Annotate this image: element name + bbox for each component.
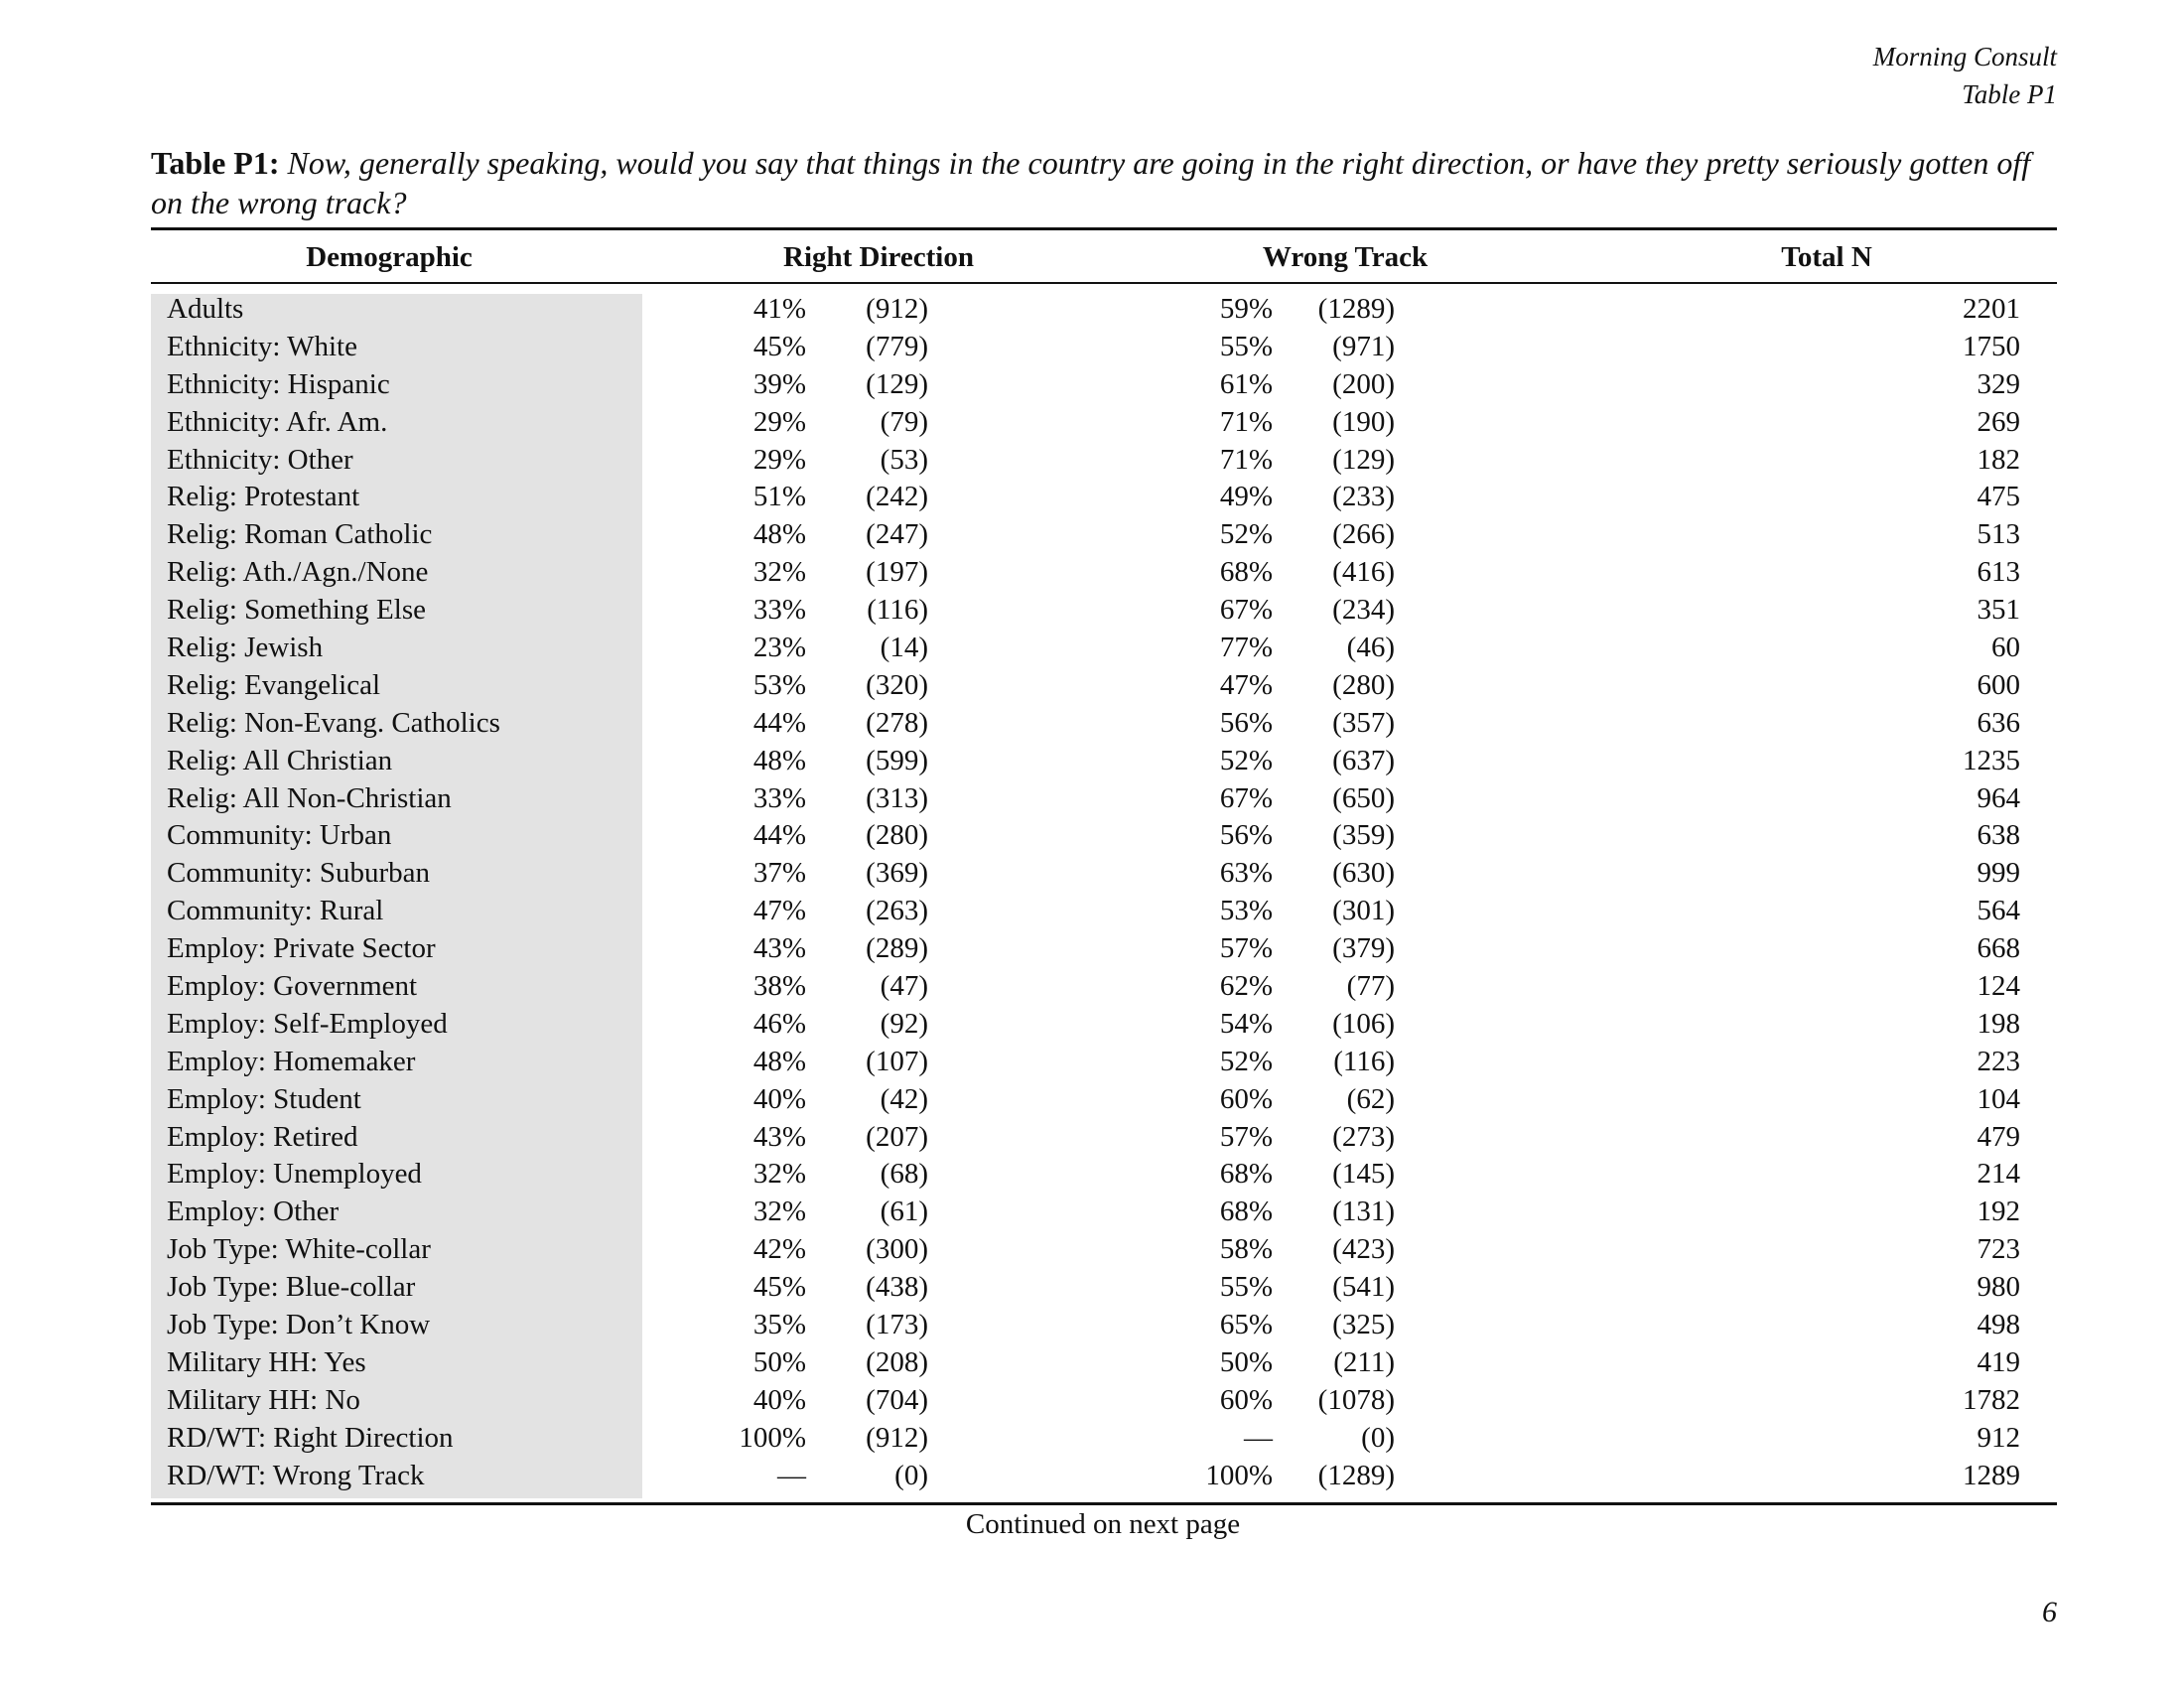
total-n: 192	[1977, 1196, 2020, 1228]
table-row	[0, 1156, 2184, 1194]
table-row	[0, 1006, 2184, 1044]
right-direction-count: (912)	[866, 293, 928, 325]
row-label: Military HH: Yes	[167, 1345, 366, 1378]
right-direction-percent: 42%	[752, 1233, 806, 1266]
wrong-track-count: (971)	[1332, 330, 1395, 362]
wrong-track-percent: 71%	[1219, 405, 1273, 438]
wrong-track-count: (359)	[1332, 819, 1395, 852]
table-row	[0, 554, 2184, 592]
table-row	[0, 705, 2184, 743]
page-number: 6	[2042, 1596, 2057, 1628]
wrong-track-count: (357)	[1332, 706, 1395, 739]
right-direction-count: (79)	[880, 405, 928, 438]
right-direction-count: (704)	[866, 1383, 928, 1416]
right-direction-percent: 47%	[752, 895, 806, 927]
right-direction-percent: 41%	[752, 293, 806, 325]
wrong-track-percent: 59%	[1219, 293, 1273, 325]
wrong-track-count: (1078)	[1317, 1383, 1395, 1416]
right-direction-count: (779)	[866, 330, 928, 362]
table-row	[0, 366, 2184, 404]
total-n: 351	[1977, 594, 2020, 627]
table-header-rule	[151, 282, 2057, 284]
row-label: Community: Suburban	[167, 857, 431, 890]
wrong-track-percent: 56%	[1219, 706, 1273, 739]
right-direction-percent: 32%	[752, 1196, 806, 1228]
total-n: 2201	[1963, 293, 2020, 325]
right-direction-percent: 35%	[752, 1309, 806, 1341]
row-label: Employ: Retired	[167, 1120, 358, 1153]
right-direction-count: (68)	[880, 1158, 928, 1191]
wrong-track-percent: 57%	[1219, 932, 1273, 965]
header-right-direction: Right Direction	[783, 241, 974, 273]
wrong-track-count: (131)	[1332, 1196, 1395, 1228]
total-n: 513	[1977, 518, 2020, 551]
wrong-track-count: (280)	[1332, 668, 1395, 701]
header-demographic: Demographic	[306, 241, 473, 273]
wrong-track-percent: 71%	[1219, 443, 1273, 476]
right-direction-percent: 43%	[752, 1120, 806, 1153]
wrong-track-count: (630)	[1332, 857, 1395, 890]
table-row	[0, 968, 2184, 1006]
right-direction-percent: 48%	[752, 1045, 806, 1077]
wrong-track-percent: 62%	[1219, 970, 1273, 1003]
right-direction-percent: 46%	[752, 1007, 806, 1040]
right-direction-count: (42)	[880, 1082, 928, 1115]
table-row	[0, 1231, 2184, 1269]
row-label: RD/WT: Right Direction	[167, 1421, 454, 1454]
right-direction-percent: —	[777, 1459, 806, 1491]
table-row	[0, 1458, 2184, 1495]
right-direction-percent: 48%	[752, 518, 806, 551]
right-direction-percent: 32%	[752, 1158, 806, 1191]
wrong-track-count: (379)	[1332, 932, 1395, 965]
wrong-track-count: (77)	[1346, 970, 1395, 1003]
total-n: 329	[1977, 367, 2020, 400]
wrong-track-count: (46)	[1346, 632, 1395, 664]
right-direction-percent: 29%	[752, 405, 806, 438]
wrong-track-count: (541)	[1332, 1271, 1395, 1304]
total-n: 964	[1977, 781, 2020, 814]
right-direction-count: (61)	[880, 1196, 928, 1228]
right-direction-count: (208)	[866, 1345, 928, 1378]
row-label: Job Type: White-collar	[167, 1233, 431, 1266]
wrong-track-percent: 57%	[1219, 1120, 1273, 1153]
right-direction-percent: 23%	[752, 632, 806, 664]
right-direction-percent: 40%	[752, 1082, 806, 1115]
wrong-track-percent: 67%	[1219, 781, 1273, 814]
wrong-track-count: (106)	[1332, 1007, 1395, 1040]
total-n: 980	[1977, 1271, 2020, 1304]
row-label: Ethnicity: Other	[167, 443, 353, 476]
wrong-track-percent: 53%	[1219, 895, 1273, 927]
total-n: 668	[1977, 932, 2020, 965]
total-n: 223	[1977, 1045, 2020, 1077]
total-n: 1782	[1963, 1383, 2020, 1416]
row-label: Employ: Student	[167, 1082, 361, 1115]
total-n: 564	[1977, 895, 2020, 927]
table-row	[0, 442, 2184, 480]
right-direction-count: (197)	[866, 556, 928, 589]
wrong-track-percent: 77%	[1219, 632, 1273, 664]
row-label: RD/WT: Wrong Track	[167, 1459, 425, 1491]
publisher-name: Morning Consult	[1872, 42, 2057, 71]
wrong-track-count: (234)	[1332, 594, 1395, 627]
wrong-track-count: (62)	[1346, 1082, 1395, 1115]
wrong-track-percent: 68%	[1219, 1158, 1273, 1191]
total-n: 1235	[1963, 744, 2020, 776]
right-direction-percent: 50%	[752, 1345, 806, 1378]
header-wrong-track: Wrong Track	[1262, 241, 1429, 273]
total-n: 638	[1977, 819, 2020, 852]
wrong-track-count: (301)	[1332, 895, 1395, 927]
wrong-track-count: (0)	[1361, 1421, 1395, 1454]
total-n: 475	[1977, 481, 2020, 513]
total-n: 636	[1977, 706, 2020, 739]
total-n: 613	[1977, 556, 2020, 589]
wrong-track-count: (200)	[1332, 367, 1395, 400]
right-direction-count: (263)	[866, 895, 928, 927]
table-row	[0, 592, 2184, 630]
wrong-track-percent: 61%	[1219, 367, 1273, 400]
right-direction-percent: 32%	[752, 556, 806, 589]
table-row	[0, 1081, 2184, 1119]
table-id: Table P1	[1962, 79, 2057, 109]
wrong-track-percent: 54%	[1219, 1007, 1273, 1040]
wrong-track-percent: 52%	[1219, 744, 1273, 776]
wrong-track-percent: 52%	[1219, 518, 1273, 551]
row-label: Employ: Private Sector	[167, 932, 436, 965]
right-direction-count: (320)	[866, 668, 928, 701]
total-n: 999	[1977, 857, 2020, 890]
right-direction-count: (278)	[866, 706, 928, 739]
wrong-track-percent: 50%	[1219, 1345, 1273, 1378]
wrong-track-percent: 65%	[1219, 1309, 1273, 1341]
row-label: Employ: Other	[167, 1196, 340, 1228]
running-head	[1873, 38, 2057, 113]
total-n: 912	[1977, 1421, 2020, 1454]
wrong-track-percent: 67%	[1219, 594, 1273, 627]
row-label: Job Type: Don’t Know	[167, 1309, 431, 1341]
wrong-track-count: (266)	[1332, 518, 1395, 551]
row-label: Relig: Ath./Agn./None	[167, 556, 429, 589]
wrong-track-percent: 49%	[1219, 481, 1273, 513]
table-row	[0, 780, 2184, 818]
wrong-track-count: (416)	[1332, 556, 1395, 589]
right-direction-percent: 45%	[752, 330, 806, 362]
wrong-track-count: (129)	[1332, 443, 1395, 476]
row-label: Relig: Non-Evang. Catholics	[167, 706, 500, 739]
right-direction-count: (599)	[866, 744, 928, 776]
table-row	[0, 516, 2184, 554]
row-label: Employ: Unemployed	[167, 1158, 422, 1191]
row-label: Employ: Homemaker	[167, 1045, 416, 1077]
wrong-track-count: (650)	[1332, 781, 1395, 814]
table-body	[0, 291, 2184, 1495]
total-n: 124	[1977, 970, 2020, 1003]
caption-question: Now, generally speaking, would you say that things in the country are going in the right direction, or have they pretty seriously gotten off on the wrong track?	[151, 145, 2031, 220]
right-direction-count: (47)	[880, 970, 928, 1003]
row-label: Community: Rural	[167, 895, 384, 927]
row-label: Ethnicity: Hispanic	[167, 367, 390, 400]
total-n: 600	[1977, 668, 2020, 701]
row-label: Military HH: No	[167, 1383, 360, 1416]
table-row	[0, 817, 2184, 855]
table-row	[0, 893, 2184, 930]
right-direction-count: (280)	[866, 819, 928, 852]
wrong-track-percent: 55%	[1219, 1271, 1273, 1304]
table-header-row	[0, 236, 2184, 278]
table-row	[0, 1382, 2184, 1420]
right-direction-percent: 53%	[752, 668, 806, 701]
wrong-track-percent: 47%	[1219, 668, 1273, 701]
table-row	[0, 329, 2184, 366]
wrong-track-count: (190)	[1332, 405, 1395, 438]
table-row	[0, 1307, 2184, 1344]
total-n: 723	[1977, 1233, 2020, 1266]
total-n: 182	[1977, 443, 2020, 476]
row-label: Relig: Roman Catholic	[167, 518, 433, 551]
wrong-track-percent: 100%	[1205, 1459, 1273, 1491]
total-n: 198	[1977, 1007, 2020, 1040]
row-label: Community: Urban	[167, 819, 392, 852]
total-n: 1289	[1963, 1459, 2020, 1491]
row-label: Relig: All Non-Christian	[167, 781, 452, 814]
right-direction-percent: 44%	[752, 706, 806, 739]
row-label: Job Type: Blue-collar	[167, 1271, 416, 1304]
right-direction-percent: 29%	[752, 443, 806, 476]
total-n: 479	[1977, 1120, 2020, 1153]
wrong-track-count: (211)	[1333, 1345, 1395, 1378]
right-direction-percent: 33%	[752, 781, 806, 814]
right-direction-percent: 33%	[752, 594, 806, 627]
wrong-track-count: (325)	[1332, 1309, 1395, 1341]
table-caption	[151, 143, 2057, 222]
wrong-track-percent: 60%	[1219, 1082, 1273, 1115]
header-total-n: Total N	[1781, 241, 1872, 273]
right-direction-percent: 40%	[752, 1383, 806, 1416]
total-n: 1750	[1963, 330, 2020, 362]
table-row	[0, 1344, 2184, 1382]
wrong-track-percent: —	[1244, 1421, 1273, 1454]
right-direction-percent: 48%	[752, 744, 806, 776]
row-label: Ethnicity: Afr. Am.	[167, 405, 388, 438]
wrong-track-percent: 52%	[1219, 1045, 1273, 1077]
total-n: 498	[1977, 1309, 2020, 1341]
table-row	[0, 855, 2184, 893]
row-label: Relig: Jewish	[167, 632, 324, 664]
right-direction-count: (14)	[880, 632, 928, 664]
table-row	[0, 404, 2184, 442]
wrong-track-percent: 68%	[1219, 1196, 1273, 1228]
right-direction-count: (242)	[866, 481, 928, 513]
table-row	[0, 1420, 2184, 1458]
wrong-track-percent: 58%	[1219, 1233, 1273, 1266]
wrong-track-count: (423)	[1332, 1233, 1395, 1266]
wrong-track-count: (145)	[1332, 1158, 1395, 1191]
wrong-track-count: (233)	[1332, 481, 1395, 513]
wrong-track-count: (1289)	[1317, 293, 1395, 325]
right-direction-count: (438)	[866, 1271, 928, 1304]
right-direction-count: (300)	[866, 1233, 928, 1266]
table-row	[0, 930, 2184, 968]
table-row	[0, 1269, 2184, 1307]
right-direction-count: (129)	[866, 367, 928, 400]
table-row	[0, 479, 2184, 516]
table-row	[0, 667, 2184, 705]
row-label: Employ: Government	[167, 970, 418, 1003]
total-n: 419	[1977, 1345, 2020, 1378]
total-n: 104	[1977, 1082, 2020, 1115]
row-label: Relig: Something Else	[167, 594, 426, 627]
wrong-track-count: (637)	[1332, 744, 1395, 776]
right-direction-count: (116)	[867, 594, 928, 627]
table-row	[0, 291, 2184, 329]
right-direction-percent: 51%	[752, 481, 806, 513]
row-label: Employ: Self-Employed	[167, 1007, 448, 1040]
row-label: Relig: All Christian	[167, 744, 393, 776]
right-direction-count: (0)	[894, 1459, 928, 1491]
right-direction-count: (207)	[866, 1120, 928, 1153]
total-n: 269	[1977, 405, 2020, 438]
right-direction-count: (369)	[866, 857, 928, 890]
wrong-track-percent: 56%	[1219, 819, 1273, 852]
table-row	[0, 1044, 2184, 1081]
wrong-track-percent: 55%	[1219, 330, 1273, 362]
right-direction-count: (912)	[866, 1421, 928, 1454]
table-top-rule	[151, 227, 2057, 230]
wrong-track-count: (116)	[1333, 1045, 1395, 1077]
right-direction-count: (247)	[866, 518, 928, 551]
wrong-track-percent: 60%	[1219, 1383, 1273, 1416]
wrong-track-count: (1289)	[1317, 1459, 1395, 1491]
right-direction-count: (92)	[880, 1007, 928, 1040]
table-row	[0, 1119, 2184, 1157]
right-direction-count: (289)	[866, 932, 928, 965]
caption-label: Table P1:	[151, 145, 280, 181]
right-direction-percent: 44%	[752, 819, 806, 852]
continued-note: Continued on next page	[965, 1508, 1241, 1540]
right-direction-count: (53)	[880, 443, 928, 476]
row-label: Ethnicity: White	[167, 330, 357, 362]
row-label: Relig: Evangelical	[167, 668, 381, 701]
wrong-track-percent: 63%	[1219, 857, 1273, 890]
wrong-track-count: (273)	[1332, 1120, 1395, 1153]
table-row	[0, 630, 2184, 667]
table-row	[0, 1194, 2184, 1231]
right-direction-percent: 39%	[752, 367, 806, 400]
total-n: 214	[1977, 1158, 2020, 1191]
row-label: Adults	[167, 293, 244, 325]
wrong-track-percent: 68%	[1219, 556, 1273, 589]
right-direction-count: (173)	[866, 1309, 928, 1341]
row-label: Relig: Protestant	[167, 481, 360, 513]
right-direction-percent: 100%	[739, 1421, 806, 1454]
right-direction-percent: 45%	[752, 1271, 806, 1304]
right-direction-count: (313)	[866, 781, 928, 814]
right-direction-percent: 38%	[752, 970, 806, 1003]
right-direction-count: (107)	[866, 1045, 928, 1077]
total-n: 60	[1991, 632, 2020, 664]
right-direction-percent: 43%	[752, 932, 806, 965]
right-direction-percent: 37%	[752, 857, 806, 890]
table-row	[0, 743, 2184, 780]
